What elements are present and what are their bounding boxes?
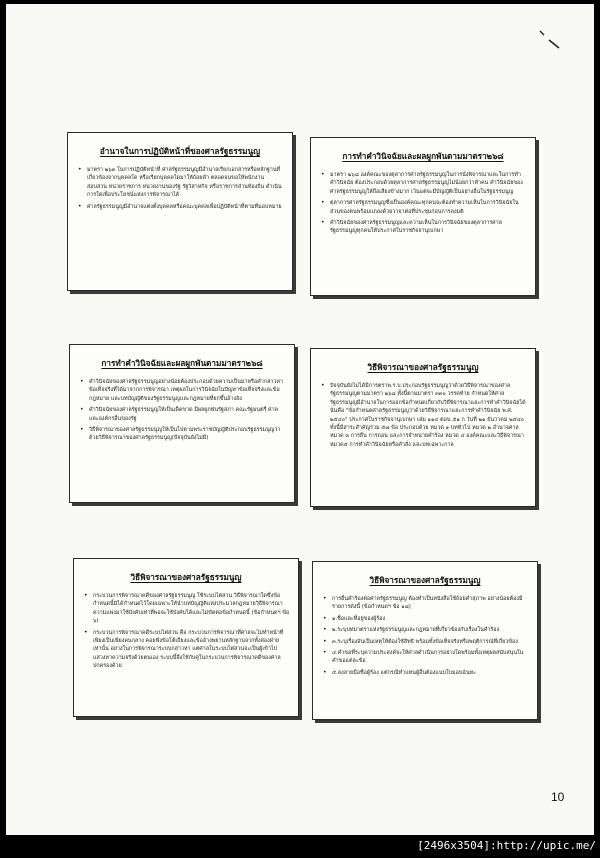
slide-5 bbox=[73, 558, 299, 717]
bullet-icon: • bbox=[323, 637, 327, 645]
list-item bbox=[82, 592, 290, 626]
list-item bbox=[319, 382, 527, 449]
page-number: 10 bbox=[551, 790, 565, 804]
slide-title: วิธีพิจารณาของศาลรัฐธรรมนูญ bbox=[130, 572, 242, 582]
slide-title: อำนาจในการปฏิบัติหน้าที่ของศาลรัฐธรรมนูญ bbox=[99, 146, 261, 156]
list-item bbox=[321, 638, 529, 646]
bullet-text: ปัจจุบันยังไม่ได้มีการตราพ.ร.บ.ประกอบรัฐธรรมนูญว่าด้วยวิธีพิจารณาของศาลรัฐธรรมนูญตามมาตรา ๒๖๘ ทั้งนี้ตามมาตรา ๓๓๐ วรรคท้าย กำหนดให้ศาลรัฐธรรมนูญมีอำนาจในการออกข้อกำหนดเกี่ยวกับวิธีพิจารณาและการทำคำวินิจฉัยได้ นั่นคือ "ข้อกำหนดศาลรัฐธรรมนูญว่าด้วยวิธีพิจารณาและการทำคำวินิจฉัย พ.ศ. ๒๕๔๐" ประกาศในราชกิจจานุเบกษา เล่ม ๑๑๔ ตอน ๕๑ ก วันที่ ๒๑ ธันวาคม ๒๕๔๐ ทั้งนี้มีสาระสำคัญรวม ๕๗ ข้อ ประกอบด้วย หมวด ๑ บททั่วไป หมวด ๒ อำนาจศาล หมวด ๓ การยื่น การถอน และการจำหน่ายคำร้อง หมวด ๔ องค์คณะและวิธีพิจารณา หมวด๕ การทำคำวินิจฉัยหรือคำสั่ง และบทเฉพาะกาล bbox=[330, 383, 526, 448]
bullet-text: ๒.ระบุบทมาตราแห่งรัฐธรรมนูญและกฎหมายที่เกี่ยวข้องกับเรื่องในคำร้อง bbox=[332, 627, 500, 634]
bullet-text: การยื่นคำร้องต่อศาลรัฐธรรมนูญ ต้องทำเป็นหนังสือใช้ถ้อยคำสุภาพ อย่างน้อยต้องมีรายการดังนี้ (ข้อกำหนดฯ ข้อ ๑๘) bbox=[332, 596, 523, 611]
bullet-icon: • bbox=[321, 199, 325, 207]
bullet-list bbox=[78, 378, 286, 443]
slide-title: การทำคำวินิจฉัยและผลผูกพันตามมาตรา๒๖๘ bbox=[342, 151, 504, 161]
bullet-text: ๑.ชื่อและที่อยู่ของผู้ร้อง bbox=[332, 615, 386, 622]
bullet-icon: • bbox=[321, 219, 325, 227]
list-item bbox=[321, 595, 529, 612]
list-item bbox=[78, 378, 286, 403]
bullet-icon: • bbox=[323, 649, 327, 657]
bullet-text: คำวินิจฉัยของศาลรัฐธรรมนูญอย่างน้อยต้องประกอบด้วยความเป็นมาหรือคำกล่าวหาข้อเท็จจริงที่ได้มาจากการพิจารณา เหตุผลในการวินิจฉัยในปัญหาข้อเท็จจริงและข้อกฎหมาย และบทบัญญัติของรัฐธรรมนูญและกฎหมายที่ยกขึ้นอ้างอิง bbox=[89, 379, 284, 402]
slide-title: วิธีพิจารณาของศาลรัฐธรรมนูญ bbox=[369, 575, 481, 585]
bullet-text: กระบวนการพิจารณาคดีของศาลรัฐธรรมนูญ ใช้ระบบไต่สวน วิธีพิจารณาใดซึ่งข้อกำหนดนี้มิได้กำหนดไว้โดยเฉพาะให้นำบทบัญญัติแห่งประมวลกฎหมายวิธีพิจารณาความแพ่งมาใช้บังคับเท่าที่พอจะใช้บังคับได้และไม่ขัดต่อข้อกำหนดนี้ (ข้อกำหนดฯ ข้อ ๖) bbox=[93, 593, 290, 625]
list-item bbox=[321, 669, 529, 677]
scanned-page bbox=[6, 4, 594, 835]
list-item bbox=[78, 426, 286, 443]
bullet-icon: • bbox=[80, 406, 84, 414]
list-item bbox=[319, 199, 527, 216]
bullet-list bbox=[319, 382, 527, 449]
bullet-text: มาตรา ๒๖๓ ในการปฏิบัติหน้าที่ ศาลรัฐธรรมนูญมีอำนาจเรียกเอกสารหรือหลักฐานที่เกี่ยวข้องจากบุคคลใด หรือเรียกบุคคลใดมาให้ถ้อยคำ ตลอดจนขอให้พนักงานสอบสวน หน่วยราชการ หน่วยงานของรัฐ รัฐวิสาหกิจ หรือราชการส่วนท้องถิ่น ดำเนินการใดเพื่อประโยชน์แห่งการพิจารณาได้ bbox=[87, 167, 282, 199]
slide-title: วิธีพิจารณาของศาลรัฐธรรมนูญ bbox=[367, 362, 479, 372]
bullet-icon: • bbox=[321, 382, 325, 389]
bullet-list bbox=[321, 595, 529, 677]
slide-1 bbox=[67, 132, 293, 291]
list-item bbox=[321, 626, 529, 634]
slide-3 bbox=[69, 344, 295, 503]
bullet-icon: • bbox=[323, 626, 327, 634]
slide-4 bbox=[310, 348, 536, 507]
bullet-icon: • bbox=[323, 595, 327, 602]
list-item bbox=[76, 203, 284, 211]
bullet-text: กระบวนการพิจารณาคดีระบบไต่สวน คือ กระบวนการพิจารณาที่ศาลจะไม่ทำหน้าที่เพียงเป็นเพียงคนกลาง คอยฟังข้อโต้เถียงและข้ออ้างพยานหลักฐานจากทั้งสองฝ่ายเท่านั้น อย่างในการพิจารณาระบบกล่าวหา แต่ศาลในระบบไต่สวนจะเป็นผู้เข้าไปแสวงหาความจริงด้วยตนเอง ระบบนี้จึงใช้กับคู่ในกระบวนการพิจารณาคดีของศาลปกครองด้วย bbox=[93, 629, 284, 670]
bullet-icon: • bbox=[84, 592, 88, 599]
list-item bbox=[76, 166, 284, 200]
bullet-icon: • bbox=[80, 378, 84, 385]
slide-title: การทำคำวินิจฉัยและผลผูกพันตามมาตรา๒๖๘ bbox=[101, 358, 263, 368]
slide-6 bbox=[312, 561, 538, 720]
bullet-text: วิธีพิจารณาของศาลรัฐธรรมนูญให้เป็นไปตามพระราชบัญญัติประกอบรัฐธรรมนูญว่าด้วยวิธีพิจารณาของศาลรัฐธรรมนูญ(ปัจจุบันยังไม่มี) bbox=[89, 427, 281, 442]
slide-2 bbox=[310, 137, 536, 296]
bullet-text: คำวินิจฉัยของศาลรัฐธรรมนูญให้เป็นเด็ดขาด มีผลผูกพันรัฐสภา คณะรัฐมนตรี ศาล และองค์กรอื่นของรัฐ bbox=[89, 407, 278, 422]
pen-mark-icon bbox=[537, 28, 563, 52]
list-item bbox=[321, 615, 529, 623]
bullet-icon: • bbox=[323, 614, 327, 622]
bullet-text: ๕.ลงลายมือชื่อผู้ร้อง แต่กรณีทำแทนผู้อื่นต้องแนบใบมอบฉันทะ bbox=[332, 669, 477, 676]
bullet-text: ศาลรัฐธรรมนูญมีอำนาจแต่งตั้งบุคคลหรือคณะบุคคลเพื่อปฏิบัติหน้าที่ตามที่มอบหมาย bbox=[87, 203, 282, 210]
bullet-icon: • bbox=[321, 171, 325, 178]
bullet-icon: • bbox=[78, 166, 82, 173]
list-item bbox=[321, 649, 529, 666]
bullet-icon: • bbox=[323, 668, 327, 676]
image-caption: [2496x3504]:http://upic.me/ bbox=[417, 839, 596, 852]
bullet-icon: • bbox=[80, 426, 84, 434]
bullet-text: ๓.ระบุเรื่องอันเป็นเหตุให้ต้องใช้สิทธิ พร้อมทั้งข้อเท็จจริงหรือพฤติการณ์ที่เกี่ยวข้อง bbox=[332, 638, 518, 645]
list-item bbox=[82, 629, 290, 671]
bullet-icon: • bbox=[84, 628, 88, 636]
bullet-text: ตุลาการศาลรัฐธรรมนูญซึ่งเป็นองค์คณะทุกคนจะต้องทำความเห็นในการวินิจฉัยในส่วนของตนพร้อมแถลงด้วยวาจาต่อที่ประชุมก่อนการลงมติ bbox=[330, 200, 519, 215]
bullet-text: ๔.คำขอที่ระบุความประสงค์จะให้ศาลดำเนินการอย่างใดพร้อมทั้งเหตุผลสนับสนุนในคำขอแต่ละข้อ bbox=[332, 650, 524, 665]
bullet-list bbox=[319, 171, 527, 236]
bullet-list bbox=[76, 166, 284, 211]
bullet-text: มาตรา ๒๖๘ องค์คณะของตุลาการศาลรัฐธรรมนูญในการนั่งพิจารณาและในการทำคำวินิจฉัย ต้องประกอบด้วยตุลาการศาลรัฐธรรมนูญไม่น้อยกว่าห้าคน คำวินิจฉัยของศาลรัฐธรรมนูญให้ถือเสียงข้างมาก เว้นแต่จะมีบัญญัติเป็นอย่างอื่นในรัฐธรรมนูญ bbox=[330, 172, 523, 195]
bullet-text: คำวินิจฉัยของศาลรัฐธรรมนูญและความเห็นในการวินิจฉัยของตุลาการศาลรัฐธรรมนูญทุกคนให้ประกาศในราชกิจจานุเบกษา bbox=[330, 220, 502, 235]
bullet-icon: • bbox=[78, 202, 82, 210]
list-item bbox=[319, 219, 527, 236]
bullet-list bbox=[82, 592, 290, 671]
list-item bbox=[319, 171, 527, 196]
list-item bbox=[78, 406, 286, 423]
